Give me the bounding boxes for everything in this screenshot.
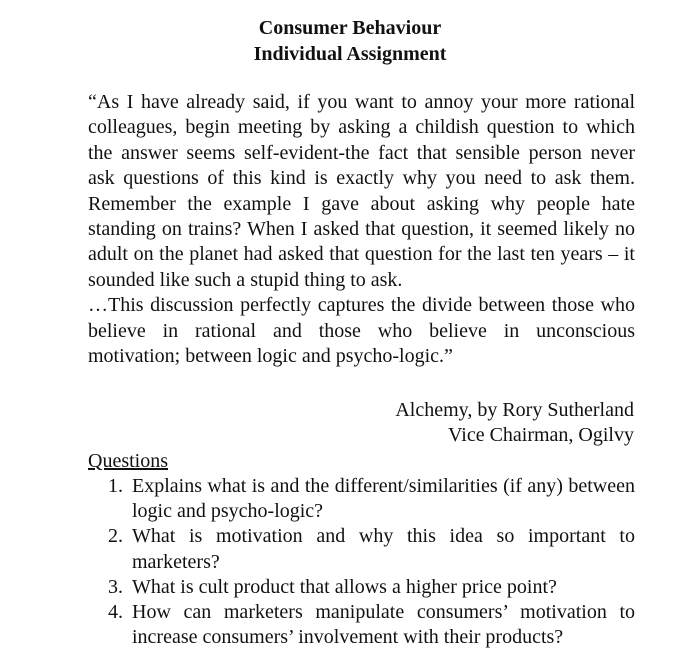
questions-heading: Questions [88,450,168,472]
question-item [108,600,635,650]
question-number: 2. [108,525,123,548]
question-number: 4. [108,601,123,624]
question-text: Explains what is and the different/similarities (if any) between logic and psycho-logic? [132,475,635,523]
attribution-role: Vice Chairman, Ogilvy [448,424,634,446]
question-number: 1. [108,475,123,497]
question-item [108,474,635,524]
document-title: Consumer Behaviour [258,17,442,39]
question-item [108,524,635,574]
quote-paragraph: …This discussion perfectly captures the divide between those who believe in rational and those who believe in unconscious motivation; between logic and psycho-logic.” [88,294,635,368]
question-text: How can marketers manipulate consumers’ motivation to increase consumers’ involvement with their products? [132,601,635,649]
quote-block [88,90,635,369]
attribution-author: Alchemy, by Rory Sutherland [395,399,634,421]
quote-paragraph: “As I have already said, if you want to annoy your more rational colleagues, begin meeting by asking a childish question to which the answer seems self-evident-the fact that sensible person never ask questions of this kind is exactly why you need to ask them. Remember the example I gave about asking why people hate standing on trains? When I asked that question, it seemed likely no adult on the planet had asked that question for the last ten years – it sounded like such a stupid thing to ask. [88,91,635,291]
document-subtitle: Individual Assignment [253,43,447,65]
question-number: 3. [108,575,123,598]
question-text: What is cult product that allows a higher price point? [132,575,557,598]
questions-list [108,474,635,650]
question-text: What is motivation and why this idea so important to marketers? [132,525,635,573]
question-item [108,575,635,600]
